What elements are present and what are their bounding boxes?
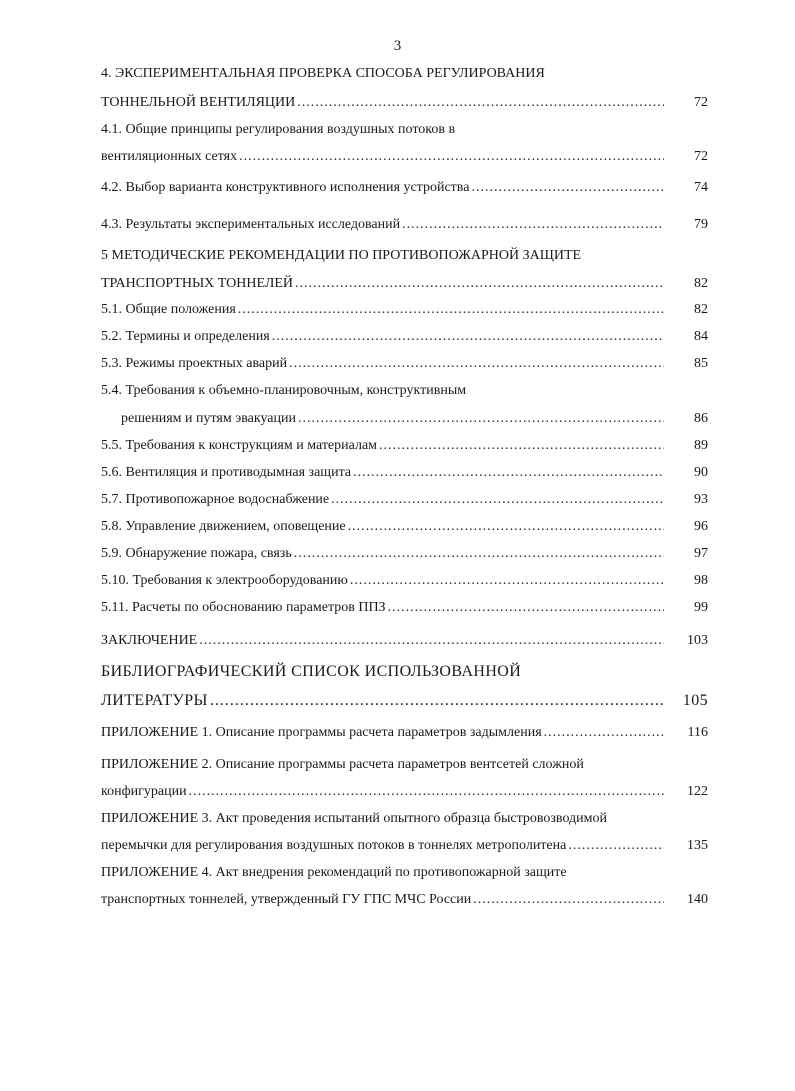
- leader-dots: [471, 177, 664, 199]
- toc-line: [101, 273, 708, 295]
- toc-line: [101, 862, 708, 884]
- toc-line: [101, 516, 708, 538]
- toc-line: [101, 597, 708, 619]
- leader-dots: [544, 722, 664, 744]
- toc-text: 5 МЕТОДИЧЕСКИЕ РЕКОМЕНДАЦИИ ПО ПРОТИВОПОЖАРНОЙ ЗАЩИТЕ: [101, 248, 582, 263]
- leader-dots: [348, 516, 664, 538]
- toc-line: [101, 92, 708, 114]
- toc-line: [101, 630, 708, 652]
- leader-dots: [350, 570, 664, 592]
- toc-line: [101, 299, 708, 321]
- toc-line: [101, 214, 708, 236]
- toc-line: [101, 63, 708, 85]
- toc-text: 5.2. Термины и определения: [101, 329, 270, 344]
- toc-text: 5.7. Противопожарное водоснабжение: [101, 492, 330, 507]
- toc-line: [101, 462, 708, 484]
- toc-page: 135: [687, 838, 708, 853]
- toc-text: 5.11. Расчеты по обоснованию параметров ППЗ: [101, 600, 386, 615]
- toc-text: 4.2. Выбор варианта конструктивного исполнения устройства: [101, 180, 470, 195]
- toc-page: 98: [694, 573, 708, 588]
- toc-text: ТРАНСПОРТНЫХ ТОННЕЛЕЙ: [101, 276, 293, 291]
- toc-page: 72: [694, 95, 708, 110]
- toc-line: [101, 781, 708, 803]
- toc-text: 4. ЭКСПЕРИМЕНТАЛЬНАЯ ПРОВЕРКА СПОСОБА РЕГУЛИРОВАНИЯ: [101, 66, 545, 81]
- toc-text: ПРИЛОЖЕНИЕ 2. Описание программы расчета параметров вентсетей сложной: [101, 757, 584, 772]
- toc-page: 105: [682, 692, 708, 709]
- leader-dots: [238, 299, 664, 321]
- toc-line: [101, 177, 708, 199]
- toc-page: 74: [694, 180, 708, 195]
- toc-text: 5.4. Требования к объемно-планировочным, конструктивным: [101, 383, 467, 398]
- toc-page: 116: [687, 725, 708, 740]
- leader-dots: [297, 92, 664, 114]
- toc-text: перемычки для регулирования воздушных потоков в тоннелях метрополитена: [101, 838, 567, 853]
- leader-dots: [568, 835, 664, 857]
- toc-text: 5.3. Режимы проектных аварий: [101, 356, 288, 371]
- toc-page: 79: [694, 217, 708, 232]
- toc-line: [101, 889, 708, 911]
- toc-line: [101, 353, 708, 375]
- leader-dots: [473, 889, 664, 911]
- toc-text: конфигурации: [101, 784, 187, 799]
- toc-text: ПРИЛОЖЕНИЕ 4. Акт внедрения рекомендаций по противопожарной защите: [101, 865, 567, 880]
- leader-dots: [210, 690, 664, 712]
- leader-dots: [402, 214, 664, 236]
- toc-text: БИБЛИОГРАФИЧЕСКИЙ СПИСОК ИСПОЛЬЗОВАННОЙ: [101, 663, 522, 680]
- leader-dots: [199, 630, 664, 652]
- toc-line: [101, 722, 708, 744]
- leader-dots: [189, 781, 664, 803]
- toc-text: 5.5. Требования к конструкциям и материалам: [101, 438, 378, 453]
- toc-text: ЛИТЕРАТУРЫ: [101, 692, 208, 709]
- toc-page: 96: [694, 519, 708, 534]
- toc-line: [101, 380, 708, 402]
- toc-line: [101, 835, 708, 857]
- toc-text: ПРИЛОЖЕНИЕ 3. Акт проведения испытаний опытного образца быстровозводимой: [101, 811, 608, 826]
- toc-text: 5.10. Требования к электрооборудованию: [101, 573, 348, 588]
- page-number: 3: [393, 38, 402, 54]
- toc-line: [101, 754, 708, 776]
- toc-page: 93: [694, 492, 708, 507]
- toc-page: 82: [694, 302, 708, 317]
- toc-text: 5.1. Общие положения: [101, 302, 236, 317]
- leader-dots: [388, 597, 664, 619]
- toc-text: ТОННЕЛЬНОЙ ВЕНТИЛЯЦИИ: [101, 95, 296, 110]
- toc-line: [101, 808, 708, 830]
- toc-page: 103: [687, 633, 708, 648]
- toc-text: решениям и путям эвакуации: [121, 411, 296, 426]
- toc-page: 72: [694, 149, 708, 164]
- toc-line: [101, 245, 708, 267]
- toc-page: 99: [694, 600, 708, 615]
- toc-line: [101, 543, 708, 565]
- toc-text: ЗАКЛЮЧЕНИЕ: [101, 633, 198, 648]
- toc-text: 4.3. Результаты экспериментальных исследований: [101, 217, 401, 232]
- toc-text: 5.6. Вентиляция и противодымная защита: [101, 465, 352, 480]
- toc-text: вентиляционных сетях: [101, 149, 238, 164]
- toc-text: 4.1. Общие принципы регулирования воздушных потоков в: [101, 122, 456, 137]
- leader-dots: [272, 326, 664, 348]
- toc-page: 97: [694, 546, 708, 561]
- leader-dots: [239, 146, 664, 168]
- toc-page: 140: [687, 892, 708, 907]
- toc-line: [121, 408, 708, 430]
- leader-dots: [294, 543, 664, 565]
- toc-page: 86: [694, 411, 708, 426]
- toc-line: [101, 570, 708, 592]
- toc-page: 89: [694, 438, 708, 453]
- toc-page: 84: [694, 329, 708, 344]
- leader-dots: [289, 353, 664, 375]
- toc-line: [101, 661, 708, 683]
- leader-dots: [298, 408, 664, 430]
- leader-dots: [295, 273, 664, 295]
- leader-dots: [353, 462, 664, 484]
- leader-dots: [331, 489, 664, 511]
- toc-line: [101, 489, 708, 511]
- toc-line: [101, 146, 708, 168]
- toc-text: 5.9. Обнаружение пожара, связь: [101, 546, 292, 561]
- toc-text: ПРИЛОЖЕНИЕ 1. Описание программы расчета параметров задымления: [101, 725, 542, 740]
- toc-page: 122: [687, 784, 708, 799]
- toc-text: 5.8. Управление движением, оповещение: [101, 519, 346, 534]
- toc-line: [101, 326, 708, 348]
- toc-page: 90: [694, 465, 708, 480]
- toc-line: [101, 435, 708, 457]
- toc-line: [101, 119, 708, 141]
- leader-dots: [379, 435, 664, 457]
- toc-line: [101, 690, 708, 712]
- toc-page: 82: [694, 276, 708, 291]
- toc-page: 85: [694, 356, 708, 371]
- toc-text: транспортных тоннелей, утвержденный ГУ ГПС МЧС России: [101, 892, 472, 907]
